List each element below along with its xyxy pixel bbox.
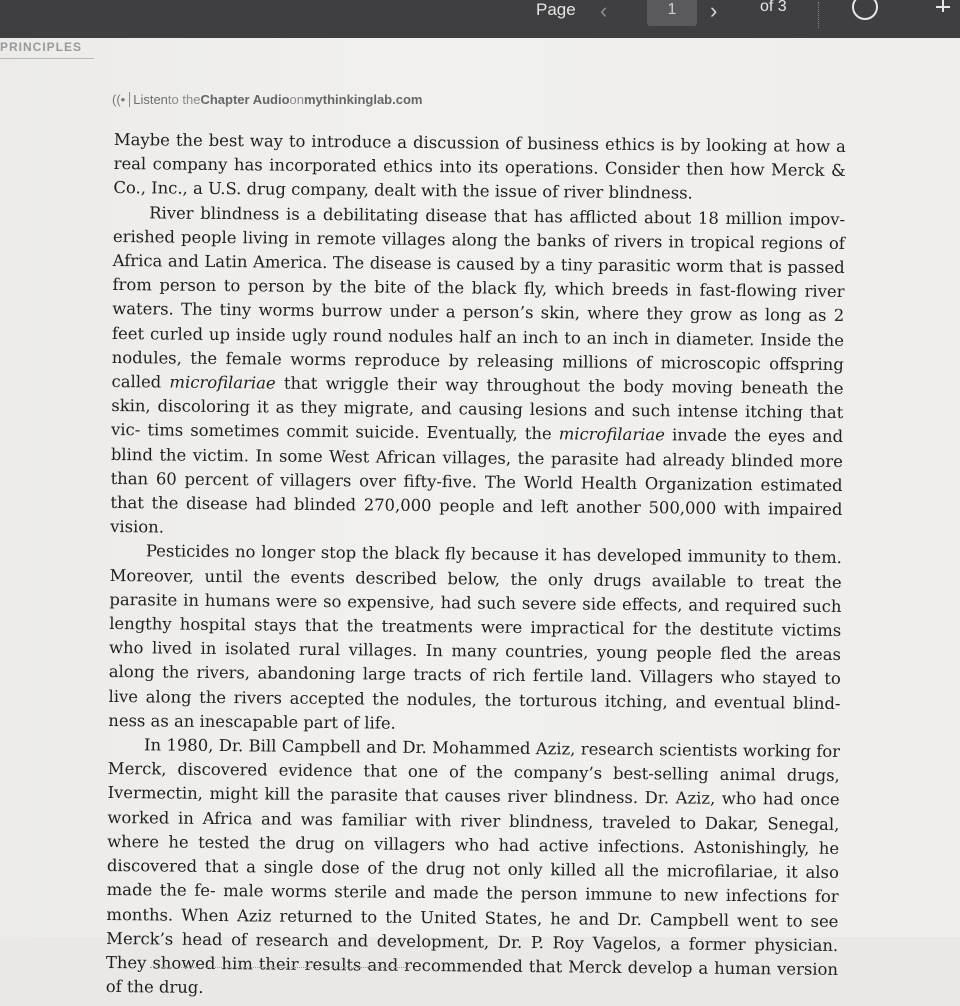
audio-prefix: Listen <box>129 92 168 107</box>
document-toolbar <box>0 0 960 38</box>
page-count: of 3 <box>760 0 787 15</box>
page-label: Page <box>536 0 576 19</box>
paragraph-1: Maybe the best way to introduce a discussion of business ethics is by looking at how a real company has incorporated ethics into its operations. Consider then how Merck & Co., Inc., a U.S. drug company, dealt with the issue of river blindness. <box>113 129 846 203</box>
previous-section-heading: PRINCIPLES <box>0 40 83 54</box>
chapter-body-text <box>106 128 846 1006</box>
audio-chapter-text: Chapter Audio <box>200 92 290 107</box>
paragraph-4: In 1980, Dr. Bill Campbell and Dr. Mohammed Aziz, research scientists working for Merck, discovered evidence that one of the company’s best-selling animal drugs, Ivermectin, might kill the parasite that causes river blindness. Dr. Aziz, who had once worked in Africa and was familiar with river blindness, traveled to Dakar, Senegal, where he tested the drug on villagers who had active infections. Astonishingly, he discovered that a single dose of the drug not only killed all the microfilariae, it also made the fe- male worms sterile and made the person immune to new infections for months. When Aziz returned to the United States, he and Dr. Campbell went to see Merck’s head of research and development, Dr. P. Roy Vagelos, a former physician. They showed him their results and recommended that Merck develop a human version of the drug. <box>105 735 841 998</box>
audio-middle-text: to the <box>167 92 201 107</box>
previous-page-icon[interactable]: ‹ <box>600 0 608 23</box>
document-page <box>0 38 960 998</box>
audio-site-text: mythinkinglab.com <box>304 92 423 107</box>
paragraph-3: Pesticides no longer stop the black fly because it has developed immunity to them. Moreover, until the events described below, the only drugs available to treat the parasite in humans were so expensive, had such severe side effects, and required such lengthy hospital stays that the treatments were impractical for the destitute victims who lived in isolated rural villages. In many countries, young people fled the areas along the rivers, abandoning large tracts of rich fertile land. Villagers who stayed to live along the rivers accepted the nodules, the torturous itching, and eventual blind- ness as an inescapable part of life. <box>108 541 842 733</box>
audio-speaker-icon: ((• <box>112 92 126 107</box>
rotate-icon[interactable] <box>852 0 878 20</box>
heading-rule <box>0 58 94 59</box>
audio-on-text: on <box>289 92 304 107</box>
paragraph-2 <box>110 201 845 547</box>
term-microfilariae: microfilariae <box>169 372 276 393</box>
paragraph-2-part-c: invade the eyes and blind the victim. In some West African villages, the parasite had already blinded more than 60 percent of villagers over fifty-five. The World Health Organization estimated that the disease had blinded 270,000 people and left another 500,000 with impaired vision. <box>110 425 844 537</box>
cut-off-next-line <box>150 967 410 976</box>
chapter-audio-link[interactable] <box>112 92 422 107</box>
paragraph-2-part-b: that wriggle their way throughout the body moving beneath the skin, discoloring it as they migrate, and causing lesions and such intense itching that vic- tims sometimes commit suicide. Eventually, the <box>111 373 844 444</box>
page-number-input[interactable]: 1 <box>647 0 697 26</box>
zoom-out-icon-stem <box>942 0 944 12</box>
term-microfilariae-2: microfilariae <box>558 424 666 445</box>
paragraph-2-part-a: River blindness is a debilitating disease that has afflicted about 18 million impov- erished people living in remote villages along the banks of rivers in tropical regions of Africa and Latin America. The disease is caused by a tiny parasitic worm that is passed from person to person by the bite of the black fly, which breeds in fast-flowing river waters. The tiny worms burrow under a person’s skin, where they grow as long as 2 feet curled up inside ugly round nodules half an inch to an inch in diameter. Inside the nodules, the female worms reproduce by releasing millions of microscopic offspring called <box>111 202 846 392</box>
next-page-icon[interactable]: › <box>710 0 718 23</box>
toolbar-divider <box>818 2 820 28</box>
